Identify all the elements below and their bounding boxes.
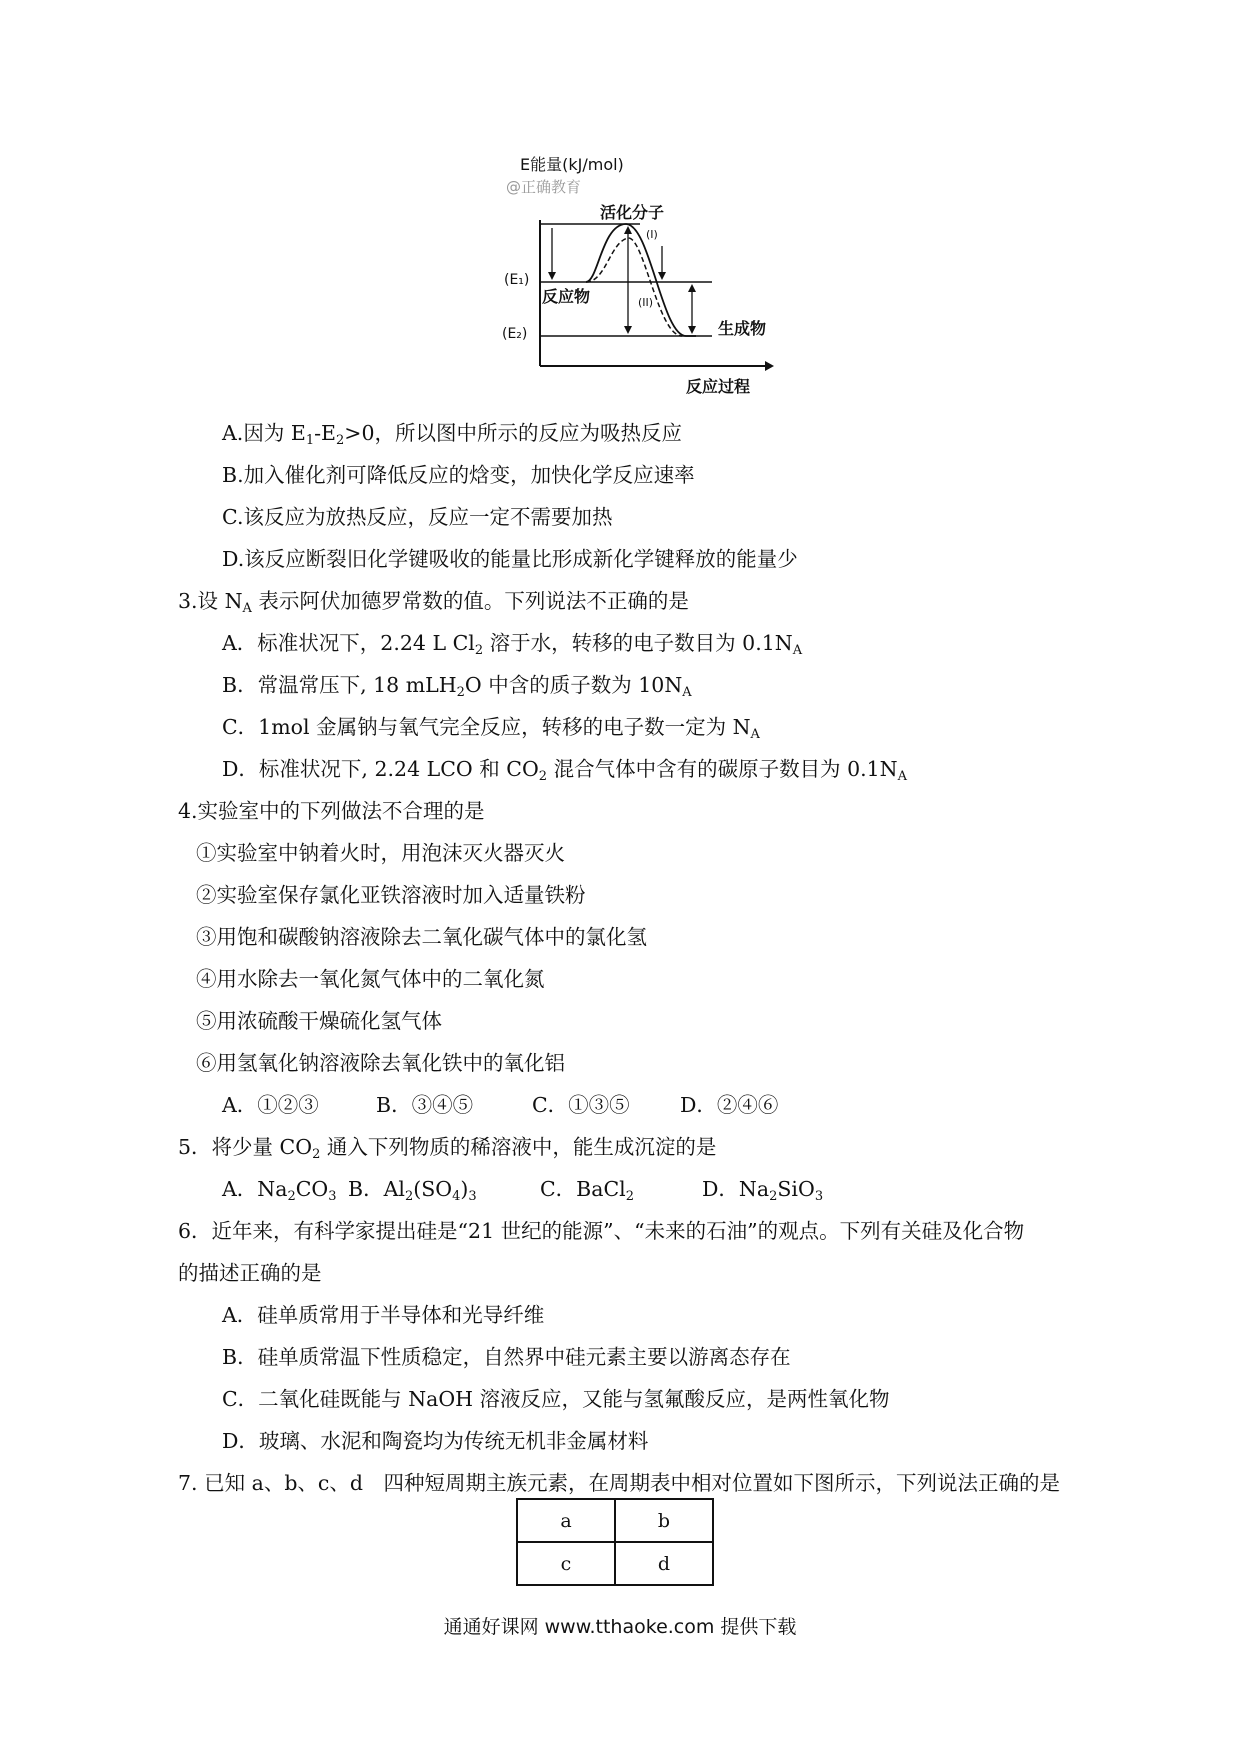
q6-stem-line1: 6．近年来，有科学家提出硅是“21 世纪的能源”、“未来的石油”的观点。下列有关硅及化合物	[178, 1219, 1025, 1243]
q5-choice-a: A．$Na_2CO_3$	[222, 1177, 337, 1204]
y-axis-label: E能量(kJ/mol)	[520, 155, 624, 174]
product-label: 生成物	[718, 319, 767, 338]
q5-choice-b: B．$Al_2(SO_4)_3$	[348, 1177, 477, 1204]
q4-choice-a: A．①②③	[222, 1093, 319, 1117]
q3-stem: 3.设 $N_A$ 表示阿伏加德罗常数的值。下列说法不正确的是	[178, 589, 689, 616]
q4-item-6: ⑥用氢氧化钠溶液除去氧化铁中的氧化铝	[196, 1051, 565, 1075]
q2-option-d: D.该反应断裂旧化学键吸收的能量比形成新化学键释放的能量少	[222, 547, 798, 571]
periodic-position-table	[516, 1498, 714, 1586]
reactant-label: 反应物	[542, 287, 591, 306]
q4-item-1: ①实验室中钠着火时，用泡沫灭火器灭火	[196, 841, 565, 865]
peak-label: 活化分子	[600, 203, 665, 222]
q4-item-5: ⑤用浓硫酸干燥硫化氢气体	[196, 1009, 442, 1033]
table-cell-d: d	[615, 1542, 713, 1585]
q6-option-b: B．硅单质常温下性质稳定，自然界中硅元素主要以游离态存在	[222, 1345, 791, 1369]
curve2-label: (II)	[638, 296, 654, 309]
watermark: @正确教育	[506, 178, 582, 196]
q4-choice-b: B．③④⑤	[376, 1093, 474, 1117]
q6-option-d: D．玻璃、水泥和陶瓷均为传统无机非金属材料	[222, 1429, 649, 1453]
q4-item-4: ④用水除去一氧化氮气体中的二氧化氮	[196, 967, 545, 991]
q2-option-a: A.因为 $E_1-E_2>0$，所以图中所示的反应为吸热反应	[222, 421, 682, 448]
table-cell-b: b	[615, 1499, 713, 1542]
q6-option-c: C．二氧化硅既能与 NaOH 溶液反应，又能与氢氟酸反应，是两性氧化物	[222, 1387, 890, 1411]
q4-choice-c: C．①③⑤	[532, 1093, 630, 1117]
q5-choice-c: C．BaCl$_2$	[540, 1177, 634, 1204]
curve1-label: (I)	[646, 228, 658, 241]
q6-option-a: A．硅单质常用于半导体和光导纤维	[222, 1303, 545, 1327]
table-cell-a: a	[517, 1499, 615, 1542]
q2-option-b: B.加入催化剂可降低反应的焓变，加快化学反应速率	[222, 463, 695, 487]
q3-option-a: A．标准状况下，2.24 L $Cl_2$ 溶于水，转移的电子数目为 $0.1N_A$	[222, 631, 803, 658]
e2-label: (E₂)	[502, 326, 528, 342]
q4-choice-d: D．②④⑥	[680, 1093, 779, 1117]
table-row	[517, 1499, 713, 1542]
q2-option-c: C.该反应为放热反应，反应一定不需要加热	[222, 505, 613, 529]
q4-item-2: ②实验室保存氯化亚铁溶液时加入适量铁粉	[196, 883, 586, 907]
e1-label: (E₁)	[504, 272, 530, 288]
q6-stem-line2: 的描述正确的是	[178, 1261, 322, 1285]
q5-choice-d: D．$Na_2SiO_3$	[702, 1177, 824, 1204]
table-row	[517, 1542, 713, 1585]
q7-stem: 7. 已知 a、b、c、d 四种短周期主族元素，在周期表中相对位置如下图所示，下列说法正确的是	[178, 1471, 1061, 1495]
q3-option-b: B．常温常压下, 18 mLH$_2$O 中含的质子数为 $10N_A$	[222, 673, 692, 700]
q3-option-c: C．1mol 金属钠与氧气完全反应，转移的电子数一定为 $N_A$	[222, 715, 760, 742]
q4-stem: 4.实验室中的下列做法不合理的是	[178, 799, 485, 823]
q5-stem: 5．将少量 $CO_2$ 通入下列物质的稀溶液中，能生成沉淀的是	[178, 1135, 717, 1162]
page-footer: 通通好课网 www.tthaoke.com 提供下载	[443, 1616, 797, 1638]
q4-item-3: ③用饱和碳酸钠溶液除去二氧化碳气体中的氯化氢	[196, 925, 647, 949]
table-cell-c: c	[517, 1542, 615, 1585]
x-axis-label: 反应过程	[686, 377, 751, 396]
energy-diagram	[490, 155, 790, 400]
q3-option-d: D．标准状况下, 2.24 LCO 和 $CO_2$ 混合气体中含有的碳原子数目为 $0.1N_A$	[222, 757, 908, 784]
